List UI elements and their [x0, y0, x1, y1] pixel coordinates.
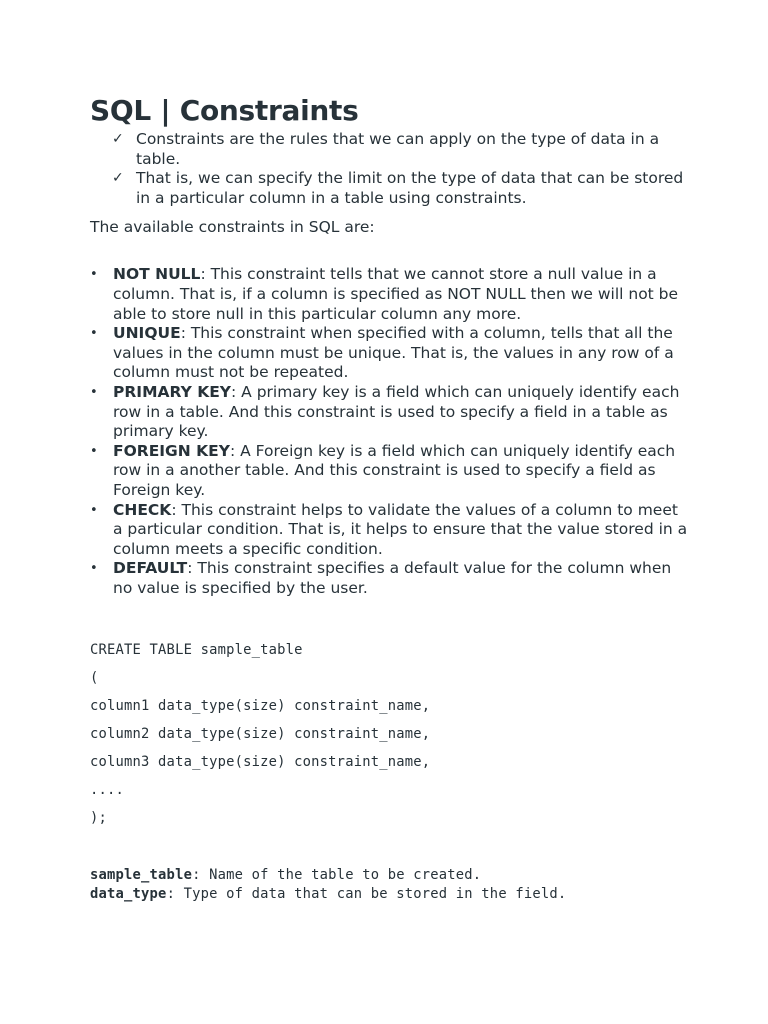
definitions [90, 866, 690, 904]
definition-description: : Type of data that can be stored in the field. [166, 886, 567, 903]
definition-item [90, 866, 690, 885]
constraint-description: : A primary key is a field which can uniquely identify each row in a table. And this constraint is used to specify a field in a table as primary key. [113, 382, 680, 441]
list-item [90, 382, 690, 442]
list-item [90, 559, 690, 598]
code-line: column2 data_type(size) constraint_name, [90, 726, 431, 743]
constraint-name: UNIQUE [113, 324, 181, 343]
constraint-name: FOREIGN KEY [113, 441, 230, 460]
definition-term: sample_table [90, 867, 193, 884]
list-item [90, 324, 690, 383]
constraint-description: : A Foreign key is a field which can uniquely identify each row in a another table. And this constraint is used to specify a field as Foreign key. [113, 441, 676, 499]
code-block [90, 636, 690, 832]
bullet-icon: • [90, 561, 98, 577]
definition-item [90, 885, 690, 904]
list-item [90, 441, 690, 501]
constraint-name: CHECK [113, 500, 172, 519]
bullet-icon: • [90, 384, 98, 400]
code-line: .... [90, 782, 125, 799]
constraint-description: : This constraint helps to validate the values of a column to meet a particular condition. That is, it helps to ensure that the value stored in a column meets a specific condition. [113, 500, 688, 558]
constraints-intro: The available constraints in SQL are: [90, 218, 375, 237]
constraint-description: : This constraint specifies a default value for the column when no value is specified by the user. [113, 559, 672, 597]
code-line: column3 data_type(size) constraint_name, [90, 754, 431, 771]
intro-checklist [90, 130, 690, 208]
constraint-description: : This constraint when specified with a column, tells that all the values in the column must be unique. That is, the values in any row of a column must not be repeated. [113, 324, 674, 382]
definition-term: data_type [90, 886, 167, 903]
list-item [90, 500, 690, 560]
constraint-description: : This constraint tells that we cannot store a null value in a column. That is, if a column is specified as NOT NULL then we will not be able to store null in this particular column any more. [113, 265, 679, 323]
bullet-icon: • [90, 326, 98, 342]
code-line: column1 data_type(size) constraint_name, [90, 698, 431, 715]
checklist-item [112, 169, 690, 208]
code-line: CREATE TABLE sample_table [90, 642, 303, 659]
bullet-icon: • [90, 502, 98, 518]
code-line: ); [90, 810, 108, 827]
constraint-name: NOT NULL [113, 265, 201, 284]
page-title: SQL | Constraints [90, 94, 359, 127]
checklist-item [112, 130, 690, 169]
bullet-icon: • [90, 267, 98, 283]
constraints-list [90, 265, 690, 598]
document-page [90, 92, 690, 904]
bullet-icon: • [90, 443, 98, 459]
checklist-item-text: Constraints are the rules that we can apply on the type of data in a table. [136, 130, 660, 168]
checklist-item-text: That is, we can specify the limit on the type of data that can be stored in a particular column in a table using constraints. [136, 169, 684, 207]
constraint-name: DEFAULT [113, 559, 188, 578]
code-line: ( [90, 670, 99, 687]
checkmark-icon: ✓ [112, 131, 124, 147]
constraint-name: PRIMARY KEY [113, 382, 232, 401]
definition-description: : Name of the table to be created. [192, 867, 482, 884]
checkmark-icon: ✓ [112, 170, 124, 187]
list-item [90, 265, 690, 324]
